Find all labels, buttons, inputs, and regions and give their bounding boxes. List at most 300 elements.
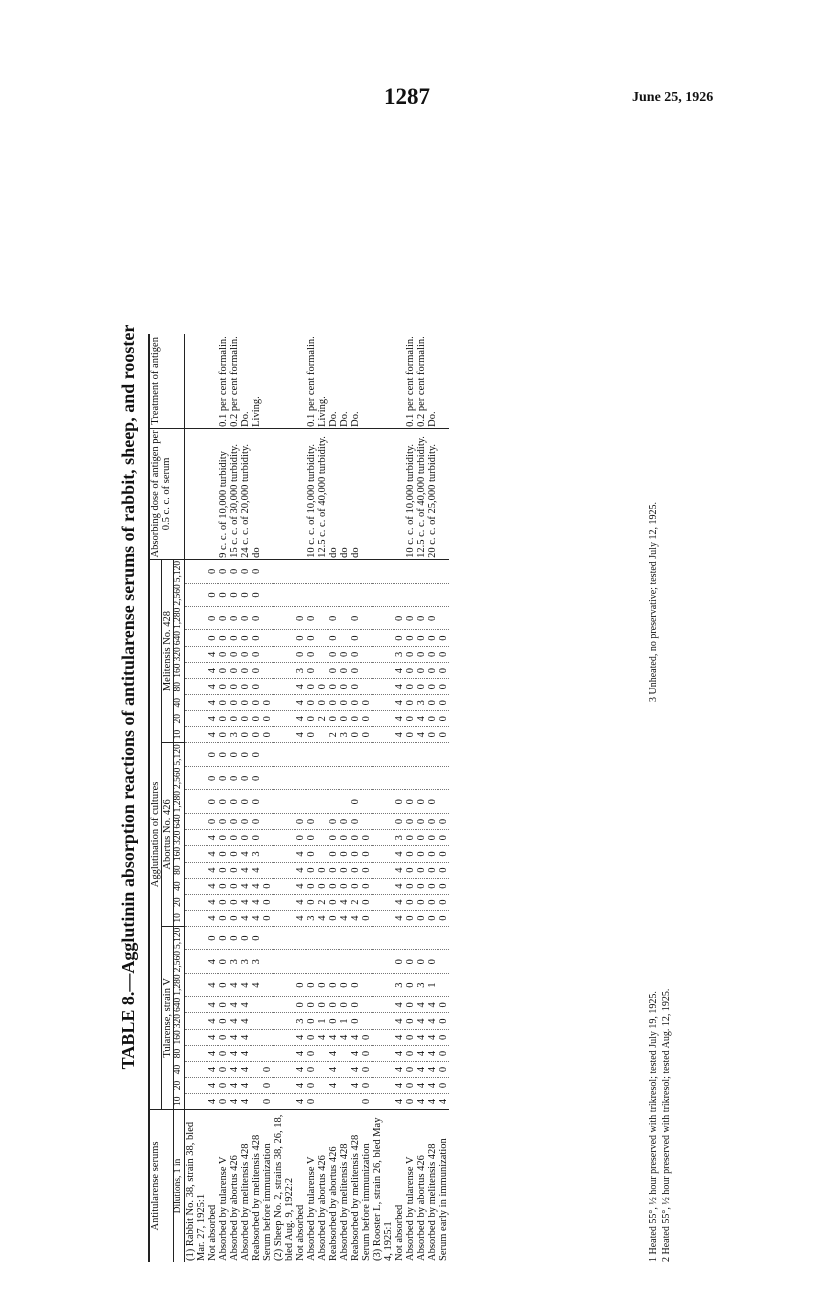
value-cell: 0 xyxy=(229,630,240,646)
value-cell xyxy=(273,583,295,606)
value-cell: 0 xyxy=(306,997,317,1013)
value-cell xyxy=(339,790,350,813)
dilution-header: 640 xyxy=(173,814,184,829)
value-cell: 4 xyxy=(328,1078,339,1094)
value-cell xyxy=(372,607,394,630)
value-cell: 3 xyxy=(394,646,405,662)
treatment-cell: 0.1 per cent formalin. xyxy=(306,334,317,429)
value-cell: 0 xyxy=(339,646,350,662)
value-cell xyxy=(262,973,273,996)
value-cell xyxy=(185,926,208,950)
row-label: Not absorbed xyxy=(207,1110,218,1263)
value-cell xyxy=(350,583,361,606)
value-cell: 0 xyxy=(295,630,306,646)
value-cell: 4 xyxy=(295,894,306,910)
value-cell: 0 xyxy=(405,695,416,711)
value-cell xyxy=(185,583,208,606)
value-cell xyxy=(185,559,208,583)
value-cell: 0 xyxy=(306,1094,317,1110)
value-cell xyxy=(328,743,339,767)
value-cell xyxy=(273,950,295,973)
value-cell: 4 xyxy=(240,1046,251,1062)
value-cell: 0 xyxy=(438,630,449,646)
value-cell: 0 xyxy=(207,790,218,813)
group-header: Tularense, strain V xyxy=(162,926,174,1109)
value-cell: 4 xyxy=(394,727,405,743)
value-cell xyxy=(251,1029,262,1045)
value-cell: 0 xyxy=(394,950,405,973)
value-cell: 0 xyxy=(207,607,218,630)
value-cell xyxy=(372,1029,394,1045)
value-cell xyxy=(427,559,438,583)
table-row xyxy=(229,334,240,1262)
value-cell xyxy=(273,1013,295,1029)
value-cell xyxy=(438,559,449,583)
value-cell xyxy=(339,1094,350,1110)
value-cell: 0 xyxy=(361,846,372,862)
value-cell: 0 xyxy=(317,679,328,695)
value-cell xyxy=(185,1013,208,1029)
value-cell: 0 xyxy=(405,790,416,813)
row-label: Absorbed by melitensis 428 xyxy=(427,1110,438,1263)
value-cell xyxy=(372,1062,394,1078)
value-cell: 3 xyxy=(251,846,262,862)
dilution-header: 320 xyxy=(173,830,184,845)
value-cell: 2 xyxy=(350,894,361,910)
value-cell: 0 xyxy=(306,813,317,829)
value-cell xyxy=(185,846,208,862)
value-cell: 0 xyxy=(427,607,438,630)
value-cell xyxy=(339,1062,350,1078)
value-cell: 0 xyxy=(350,830,361,846)
value-cell: 0 xyxy=(427,830,438,846)
value-cell: 0 xyxy=(207,743,218,767)
value-cell: 4 xyxy=(394,1094,405,1110)
value-cell: 0 xyxy=(350,790,361,813)
dose-cell xyxy=(295,428,306,559)
value-cell: 4 xyxy=(229,1029,240,1045)
value-cell: 4 xyxy=(229,1046,240,1062)
row-label: Not absorbed xyxy=(394,1110,405,1263)
value-cell: 0 xyxy=(350,973,361,996)
value-cell: 4 xyxy=(207,1046,218,1062)
value-cell xyxy=(416,743,427,767)
value-cell xyxy=(317,646,328,662)
value-cell: 0 xyxy=(405,973,416,996)
table-row xyxy=(262,334,273,1262)
treatment-cell: 0.2 per cent formalin. xyxy=(229,334,240,429)
value-cell: 0 xyxy=(350,711,361,727)
value-cell: 4 xyxy=(328,1029,339,1045)
value-cell: 0 xyxy=(306,862,317,878)
dilution-header: 80 xyxy=(174,1046,185,1062)
value-cell: 2 xyxy=(328,727,339,743)
page-date: June 25, 1926 xyxy=(632,90,714,105)
value-cell xyxy=(262,830,273,846)
value-cell xyxy=(262,862,273,878)
value-cell: 0 xyxy=(207,926,218,950)
value-cell xyxy=(328,559,339,583)
value-cell: 0 xyxy=(240,711,251,727)
value-cell xyxy=(273,695,295,711)
value-cell: 0 xyxy=(339,663,350,679)
value-cell xyxy=(317,790,328,813)
value-cell: 3 xyxy=(295,1013,306,1029)
dilution-header: 20 xyxy=(174,711,185,727)
value-cell xyxy=(350,743,361,767)
table-row xyxy=(295,334,306,1262)
value-cell: 0 xyxy=(438,1029,449,1045)
value-cell xyxy=(273,679,295,695)
value-cell xyxy=(295,583,306,606)
value-cell xyxy=(251,1094,262,1110)
col-serums-header: Antitularense serums xyxy=(149,1110,174,1263)
value-cell: 0 xyxy=(405,950,416,973)
value-cell: 0 xyxy=(350,695,361,711)
dose-cell xyxy=(262,428,273,559)
value-cell: 4 xyxy=(394,695,405,711)
value-cell: 0 xyxy=(405,727,416,743)
value-cell: 0 xyxy=(394,813,405,829)
dilution-header: 10 xyxy=(174,727,185,743)
value-cell: 4 xyxy=(394,1013,405,1029)
value-cell: 0 xyxy=(218,862,229,878)
table-row xyxy=(394,334,405,1262)
value-cell xyxy=(273,1062,295,1078)
value-cell: 0 xyxy=(218,711,229,727)
value-cell: 0 xyxy=(240,663,251,679)
value-cell: 0 xyxy=(218,894,229,910)
value-cell xyxy=(427,583,438,606)
value-cell: 0 xyxy=(229,926,240,950)
value-cell: 3 xyxy=(416,973,427,996)
value-cell: 0 xyxy=(218,663,229,679)
value-cell: 3 xyxy=(339,727,350,743)
footnote: 1 Heated 55°, ½ hour preserved with trikresol; tested July 19, 1925. xyxy=(648,991,659,1262)
value-cell: 4 xyxy=(350,1046,361,1062)
dilution-header: 80 xyxy=(174,862,185,878)
value-cell xyxy=(262,790,273,813)
value-cell: 4 xyxy=(350,1078,361,1094)
value-cell: 0 xyxy=(350,646,361,662)
dose-cell: 10 c. c. of 10,000 turbidity. xyxy=(306,428,317,559)
table-row xyxy=(350,334,361,1262)
row-label: Absorbed by abortus 426 xyxy=(317,1110,328,1263)
dilution-header: 2,560 xyxy=(173,951,184,973)
value-cell: 4 xyxy=(229,1094,240,1110)
value-cell: 0 xyxy=(207,630,218,646)
value-cell: 4 xyxy=(427,997,438,1013)
value-cell: 0 xyxy=(405,1046,416,1062)
table-row xyxy=(416,334,427,1262)
treatment-cell: Living. xyxy=(317,334,328,429)
value-cell: 4 xyxy=(416,1029,427,1045)
value-cell: 0 xyxy=(240,583,251,606)
value-cell: 0 xyxy=(306,1062,317,1078)
table-row xyxy=(240,334,251,1262)
value-cell: 0 xyxy=(240,679,251,695)
value-cell: 0 xyxy=(251,630,262,646)
value-cell xyxy=(361,607,372,630)
value-cell xyxy=(372,679,394,695)
value-cell: 4 xyxy=(240,1078,251,1094)
value-cell: 0 xyxy=(416,679,427,695)
value-cell xyxy=(317,1094,328,1110)
value-cell xyxy=(372,910,394,926)
value-cell: 4 xyxy=(207,1013,218,1029)
group-header: Melitensis No. 428 xyxy=(162,559,174,742)
value-cell xyxy=(427,926,438,950)
value-cell: 0 xyxy=(218,997,229,1013)
value-cell: 0 xyxy=(207,559,218,583)
table-row xyxy=(328,334,339,1262)
value-cell: 0 xyxy=(416,950,427,973)
value-cell: 4 xyxy=(295,1094,306,1110)
value-cell: 0 xyxy=(427,727,438,743)
value-cell: 0 xyxy=(427,846,438,862)
value-cell xyxy=(262,559,273,583)
value-cell xyxy=(427,743,438,767)
value-cell xyxy=(273,1094,295,1110)
value-cell xyxy=(361,1013,372,1029)
value-cell: 4 xyxy=(251,878,262,894)
value-cell: 0 xyxy=(229,711,240,727)
value-cell: 4 xyxy=(317,910,328,926)
value-cell xyxy=(273,926,295,950)
dilution-header: 160 xyxy=(173,1030,184,1045)
value-cell: 0 xyxy=(306,630,317,646)
value-cell: 4 xyxy=(207,1078,218,1094)
value-cell: 0 xyxy=(416,830,427,846)
value-cell: 0 xyxy=(405,663,416,679)
value-cell: 0 xyxy=(229,894,240,910)
value-cell: 0 xyxy=(427,862,438,878)
value-cell: 0 xyxy=(218,1094,229,1110)
value-cell: 4 xyxy=(416,711,427,727)
value-cell xyxy=(262,607,273,630)
value-cell: 0 xyxy=(361,878,372,894)
value-cell xyxy=(317,583,328,606)
value-cell xyxy=(361,926,372,950)
value-cell: 0 xyxy=(328,878,339,894)
value-cell xyxy=(185,630,208,646)
value-cell xyxy=(361,679,372,695)
value-cell: 4 xyxy=(251,894,262,910)
value-cell xyxy=(416,583,427,606)
dilution-header: 10 xyxy=(174,910,185,926)
value-cell: 0 xyxy=(218,743,229,767)
value-cell: 0 xyxy=(317,973,328,996)
value-cell xyxy=(339,950,350,973)
value-cell: 0 xyxy=(240,926,251,950)
value-cell: 0 xyxy=(405,711,416,727)
rotated-table-block xyxy=(118,132,688,1262)
value-cell: 0 xyxy=(339,813,350,829)
value-cell: 0 xyxy=(416,630,427,646)
dilution-header: 2,560 xyxy=(173,767,184,789)
value-cell xyxy=(416,926,427,950)
value-cell: 0 xyxy=(251,790,262,813)
value-cell: 4 xyxy=(240,894,251,910)
value-cell: 0 xyxy=(405,997,416,1013)
value-cell: 0 xyxy=(306,607,317,630)
value-cell: 0 xyxy=(306,646,317,662)
value-cell xyxy=(328,767,339,790)
value-cell xyxy=(317,727,328,743)
value-cell xyxy=(328,1094,339,1110)
value-cell xyxy=(317,1078,328,1094)
value-cell xyxy=(262,846,273,862)
value-cell: 0 xyxy=(328,910,339,926)
value-cell xyxy=(317,743,328,767)
dilution-header: 1,280 xyxy=(173,791,184,813)
col-agglutination-header: Agglutination of cultures xyxy=(149,559,162,1109)
value-cell: 0 xyxy=(438,1078,449,1094)
value-cell xyxy=(185,910,208,926)
value-cell xyxy=(361,973,372,996)
value-cell xyxy=(339,630,350,646)
value-cell: 3 xyxy=(229,727,240,743)
value-cell xyxy=(317,630,328,646)
value-cell: 0 xyxy=(405,646,416,662)
row-label: Reabsorbed by melitensis 428 xyxy=(251,1110,262,1263)
value-cell: 0 xyxy=(405,1013,416,1029)
value-cell: 0 xyxy=(361,1046,372,1062)
value-cell: 0 xyxy=(218,926,229,950)
value-cell xyxy=(361,663,372,679)
value-cell xyxy=(317,813,328,829)
value-cell xyxy=(273,607,295,630)
value-cell xyxy=(273,894,295,910)
page-header xyxy=(0,0,816,120)
value-cell: 0 xyxy=(218,830,229,846)
value-cell: 0 xyxy=(218,607,229,630)
value-cell: 4 xyxy=(240,973,251,996)
value-cell: 0 xyxy=(416,878,427,894)
value-cell: 0 xyxy=(416,646,427,662)
value-cell xyxy=(306,790,317,813)
value-cell: 0 xyxy=(427,695,438,711)
treatment-cell xyxy=(185,334,208,429)
value-cell: 4 xyxy=(207,830,218,846)
value-cell xyxy=(372,663,394,679)
value-cell: 4 xyxy=(229,1078,240,1094)
value-cell: 4 xyxy=(339,1029,350,1045)
value-cell: 0 xyxy=(427,679,438,695)
value-cell xyxy=(339,1078,350,1094)
value-cell xyxy=(361,813,372,829)
value-cell: 4 xyxy=(240,1062,251,1078)
dilution-header: 160 xyxy=(173,663,184,678)
dilution-header: 5,120 xyxy=(173,744,184,766)
treatment-cell: 0.2 per cent formalin. xyxy=(416,334,427,429)
agglutinin-table xyxy=(148,334,449,1262)
value-cell xyxy=(262,950,273,973)
dose-cell: 12.5 c. c. of 40,000 turbidity. xyxy=(416,428,427,559)
row-label: (1) Rabbit No. 38, strain 38, bled Mar. 27, 1925:1 xyxy=(185,1110,208,1263)
value-cell: 0 xyxy=(339,878,350,894)
value-cell: 0 xyxy=(218,1013,229,1029)
value-cell xyxy=(273,663,295,679)
value-cell: 0 xyxy=(306,846,317,862)
dose-cell xyxy=(394,428,405,559)
value-cell: 0 xyxy=(438,711,449,727)
dose-cell xyxy=(361,428,372,559)
value-cell: 4 xyxy=(251,910,262,926)
value-cell: 3 xyxy=(394,830,405,846)
dilution-header: 160 xyxy=(173,846,184,862)
row-label: Absorbed by tularense V xyxy=(218,1110,229,1263)
value-cell xyxy=(251,1013,262,1029)
value-cell: 0 xyxy=(306,1013,317,1029)
value-cell: 0 xyxy=(306,878,317,894)
value-cell: 0 xyxy=(405,894,416,910)
dose-cell: do xyxy=(328,428,339,559)
value-cell: 0 xyxy=(405,862,416,878)
value-cell xyxy=(262,663,273,679)
value-cell: 0 xyxy=(405,846,416,862)
value-cell: 0 xyxy=(438,894,449,910)
value-cell xyxy=(317,1062,328,1078)
value-cell: 2 xyxy=(317,711,328,727)
value-cell: 4 xyxy=(295,862,306,878)
value-cell: 0 xyxy=(218,1078,229,1094)
value-cell: 0 xyxy=(218,878,229,894)
value-cell: 4 xyxy=(207,1029,218,1045)
value-cell xyxy=(185,646,208,662)
value-cell xyxy=(185,830,208,846)
value-cell: 3 xyxy=(394,973,405,996)
page-number: 1287 xyxy=(384,84,430,109)
value-cell: 0 xyxy=(317,997,328,1013)
value-cell: 4 xyxy=(240,1094,251,1110)
value-cell: 4 xyxy=(295,1062,306,1078)
value-cell: 0 xyxy=(328,607,339,630)
value-cell: 0 xyxy=(295,646,306,662)
value-cell: 0 xyxy=(416,607,427,630)
value-cell xyxy=(317,950,328,973)
value-cell: 0 xyxy=(328,695,339,711)
treatment-cell xyxy=(295,334,306,429)
value-cell: 4 xyxy=(229,997,240,1013)
value-cell: 0 xyxy=(416,663,427,679)
value-cell xyxy=(295,926,306,950)
value-cell xyxy=(394,926,405,950)
group-header: Abortus No. 426 xyxy=(162,743,174,926)
value-cell xyxy=(185,894,208,910)
value-cell: 4 xyxy=(229,1062,240,1078)
value-cell: 0 xyxy=(405,813,416,829)
value-cell: 4 xyxy=(207,727,218,743)
value-cell: 4 xyxy=(394,846,405,862)
value-cell xyxy=(361,950,372,973)
value-cell: 0 xyxy=(295,997,306,1013)
value-cell xyxy=(361,790,372,813)
value-cell: 0 xyxy=(405,910,416,926)
footnote: 3 Unheated, no preservative; tested July 12, 1925. xyxy=(648,502,659,702)
treatment-cell: Do. xyxy=(339,334,350,429)
dilution-header: 80 xyxy=(174,679,185,695)
value-cell: 0 xyxy=(229,790,240,813)
value-cell: 0 xyxy=(229,607,240,630)
value-cell xyxy=(295,559,306,583)
value-cell xyxy=(185,727,208,743)
value-cell xyxy=(372,646,394,662)
value-cell xyxy=(405,926,416,950)
row-label: Serum before immunization xyxy=(361,1110,372,1263)
table-row xyxy=(317,334,328,1262)
value-cell: 4 xyxy=(240,862,251,878)
